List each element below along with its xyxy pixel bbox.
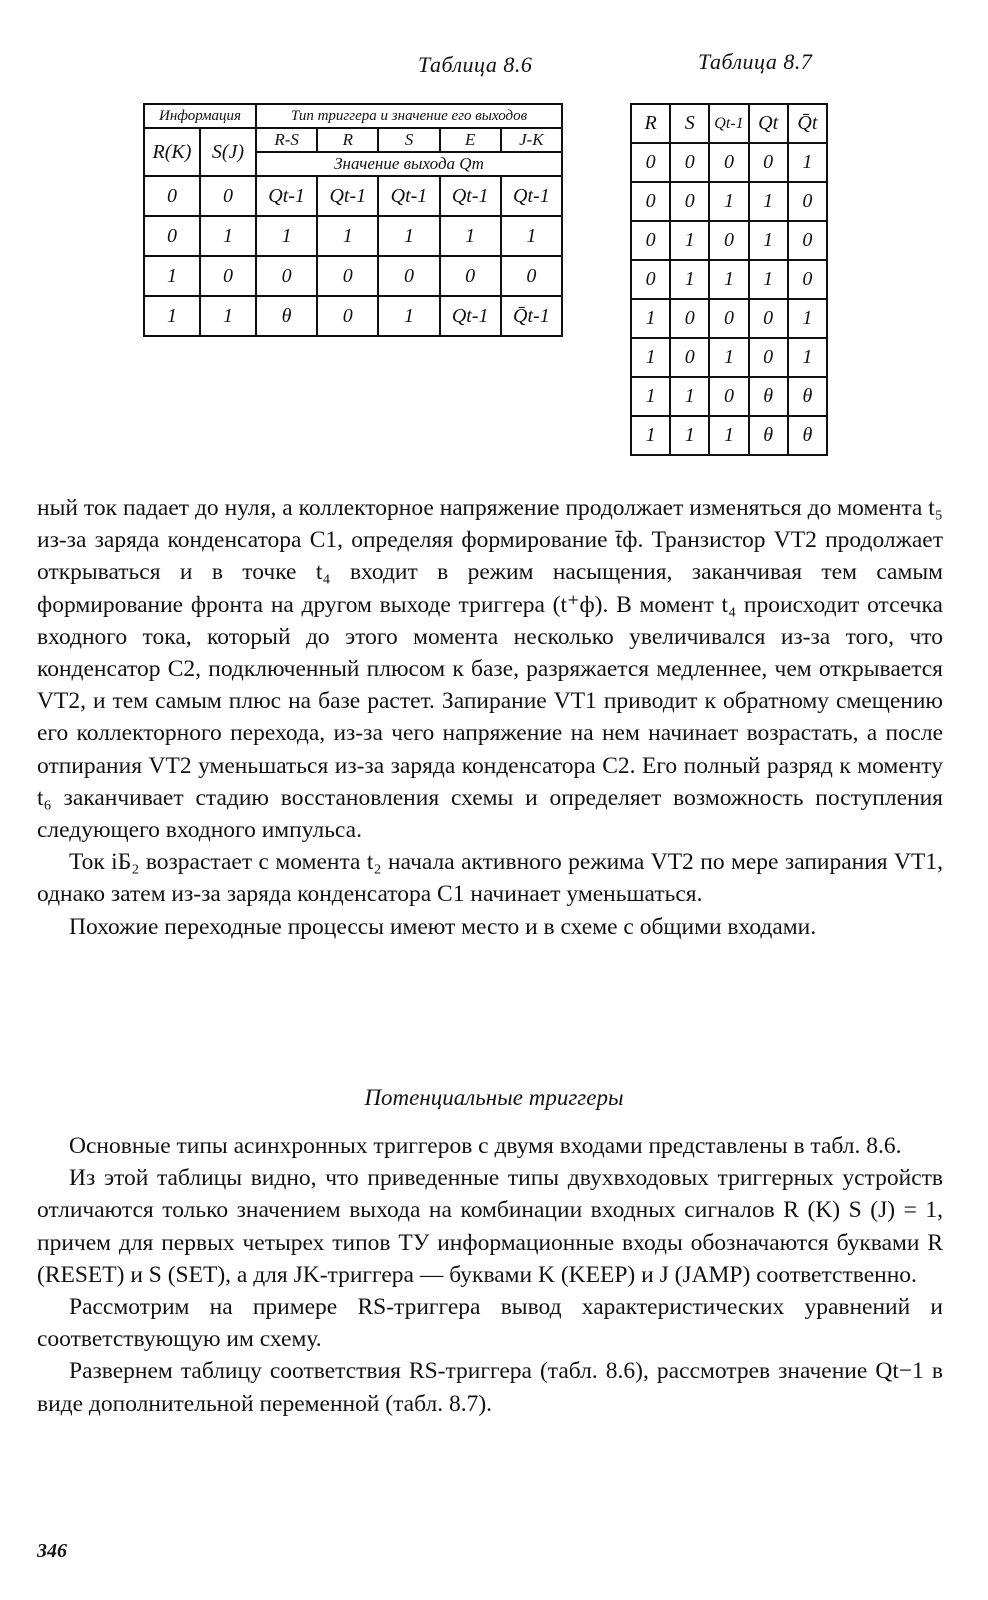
table-8-7 [630, 103, 828, 456]
table-cell: 1 [670, 221, 709, 260]
col-header: Qt-1 [709, 104, 748, 143]
table-cell: θ [749, 416, 788, 455]
paragraph: Основные типы асинхронных триггеров с двумя входами представлены в табл. 8.6. [69, 1133, 902, 1159]
type-r: R [317, 128, 378, 152]
table-row [144, 176, 562, 216]
table-cell: 1 [144, 256, 200, 296]
table-cell: 0 [709, 143, 748, 182]
table-cell: 1 [749, 221, 788, 260]
type-rs: R-S [256, 128, 317, 152]
table-cell: 1 [144, 296, 200, 336]
table-cell: θ [256, 296, 317, 336]
table-row [631, 260, 827, 299]
table-cell: 0 [501, 256, 562, 296]
table-row [631, 416, 827, 455]
table-cell: 0 [631, 221, 670, 260]
table-8-6-caption: Таблица 8.6 [418, 52, 533, 77]
table-cell: 1 [709, 416, 748, 455]
body-text-upper [37, 492, 943, 943]
table-cell: 0 [631, 143, 670, 182]
table-cell: 0 [709, 299, 748, 338]
table-cell: 1 [709, 338, 748, 377]
table-cell: 0 [709, 221, 748, 260]
table-cell: 0 [749, 338, 788, 377]
table-row [631, 338, 827, 377]
table-cell: 0 [670, 182, 709, 221]
col-header-s: S(J) [200, 128, 256, 176]
table-cell: Qt-1 [378, 176, 439, 216]
table-cell: 0 [749, 299, 788, 338]
body-text-lower [37, 1130, 943, 1420]
table-cell: 1 [631, 299, 670, 338]
table-cell: 1 [749, 182, 788, 221]
col-header: R [631, 104, 670, 143]
section-heading: Потенциальные триггеры [364, 1085, 624, 1110]
table-cell: 1 [788, 338, 827, 377]
table-row [144, 256, 562, 296]
header-type: Тип триггера и значение его выходов [256, 104, 562, 128]
table-cell: 0 [788, 182, 827, 221]
table-row [631, 182, 827, 221]
col-header: S [670, 104, 709, 143]
table-cell: 0 [440, 256, 501, 296]
paragraph: Из этой таблицы видно, что приведенные типы двухвходовых триггерных устройств отличаются только значением выхода на комбинации входных сигналов R (K) S (J) = 1, причем для первых четырех типов ТУ информационные входы обозначаются буквами R (RESET) и S (SET), а для JK-триггера — буквами K (KEEP) и J (JAMP) соответственно. [37, 1165, 943, 1288]
table-cell: 0 [670, 299, 709, 338]
table-cell: 0 [200, 256, 256, 296]
table-cell: 1 [256, 216, 317, 256]
table-8-7-caption: Таблица 8.7 [698, 49, 813, 74]
table-cell: 1 [631, 338, 670, 377]
paragraph: Рассмотрим на примере RS-триггера вывод характеристических уравнений и соответствующую им схему. [37, 1294, 943, 1353]
table-row [144, 216, 562, 256]
table-cell: 0 [670, 338, 709, 377]
col-header-r: R(K) [144, 128, 200, 176]
table-cell: 1 [788, 299, 827, 338]
table-cell: 0 [788, 260, 827, 299]
table-row [631, 377, 827, 416]
table-cell: 0 [378, 256, 439, 296]
table-cell: 1 [317, 216, 378, 256]
table-cell: 0 [256, 256, 317, 296]
paragraph: Развернем таблицу соответствия RS-триггера (табл. 8.6), рассмотрев значение Qt−1 в виде дополнительной переменной (табл. 8.7). [37, 1358, 943, 1417]
table-cell: θ [749, 377, 788, 416]
table-cell: 0 [749, 143, 788, 182]
table-cell: 1 [670, 260, 709, 299]
table-cell: 0 [631, 182, 670, 221]
table-cell: 1 [378, 216, 439, 256]
table-cell: 1 [670, 416, 709, 455]
table-cell: 1 [378, 296, 439, 336]
table-cell: 1 [749, 260, 788, 299]
table-cell: 1 [670, 377, 709, 416]
table-cell: 0 [144, 216, 200, 256]
table-8-6 [143, 103, 563, 337]
table-row [631, 143, 827, 182]
table-row [631, 299, 827, 338]
table-cell: 1 [501, 216, 562, 256]
table-cell: 0 [631, 260, 670, 299]
table-cell: 0 [317, 256, 378, 296]
table-cell: Qt-1 [317, 176, 378, 216]
type-e: E [440, 128, 501, 152]
table-cell: 1 [709, 260, 748, 299]
table-cell: θ [788, 416, 827, 455]
table-row [144, 296, 562, 336]
page-number: 346 [37, 1540, 67, 1562]
table-cell: 0 [200, 176, 256, 216]
table-cell: 1 [709, 182, 748, 221]
col-header: Qt [749, 104, 788, 143]
table-cell: Qt-1 [256, 176, 317, 216]
table-cell: 0 [788, 221, 827, 260]
type-s: S [378, 128, 439, 152]
table-cell: Qt-1 [440, 296, 501, 336]
paragraph: Похожие переходные процессы имеют место и в схеме с общими входами. [69, 913, 817, 940]
table-cell: 0 [144, 176, 200, 216]
table-cell: 1 [788, 143, 827, 182]
table-cell: 1 [631, 377, 670, 416]
table-cell: 1 [631, 416, 670, 455]
table-cell: 0 [317, 296, 378, 336]
header-info: Информация [144, 104, 256, 128]
table-cell: 1 [200, 216, 256, 256]
col-header: Q̄t [788, 104, 827, 143]
table-row [631, 221, 827, 260]
table-cell: Qt-1 [501, 176, 562, 216]
table-cell: 1 [440, 216, 501, 256]
paragraph: ный ток падает до нуля, а коллекторное напряжение продолжает изменяться до момента t₅ из-за заряда конденсатора C1, определяя формирование t̄ф. Транзистор VT2 продолжает открываться и в точке t₄ входит в режим насыщения, заканчивая тем самым формирование фронта на другом выходе триггера (t⁺ф). В момент t₄ происходит отсечка входного тока, который до этого момента несколько увеличивался из-за того, что конденсатор C2, подключенный плюсом к базе, разряжается медленнее, чем открывается VT2, и тем самым плюс на базе растет. Запирание VT1 приводит к обратному смещению его коллекторного перехода, из-за чего напряжение на нем начинает возрастать, а после отпирания VT2 уменьшаться из-за заряда конденсатора C2. Его полный разряд к моменту t₆ заканчивает стадию восстановления схемы и определяет возможность поступления следующего входного импульса. [37, 495, 943, 844]
table-cell: Q̄t-1 [501, 296, 562, 336]
table-cell: 1 [200, 296, 256, 336]
table-cell: Qt-1 [440, 176, 501, 216]
table-cell: θ [788, 377, 827, 416]
type-jk: J-K [501, 128, 562, 152]
output-subheader: Значение выхода Qт [256, 152, 562, 176]
table-cell: 0 [709, 377, 748, 416]
table-cell: 0 [670, 143, 709, 182]
paragraph: Ток iБ₂ возрастает с момента t₂ начала активного режима VT2 по мере запирания VT1, однако затем из-за заряда конденсатора C1 начинает уменьшаться. [37, 849, 943, 908]
